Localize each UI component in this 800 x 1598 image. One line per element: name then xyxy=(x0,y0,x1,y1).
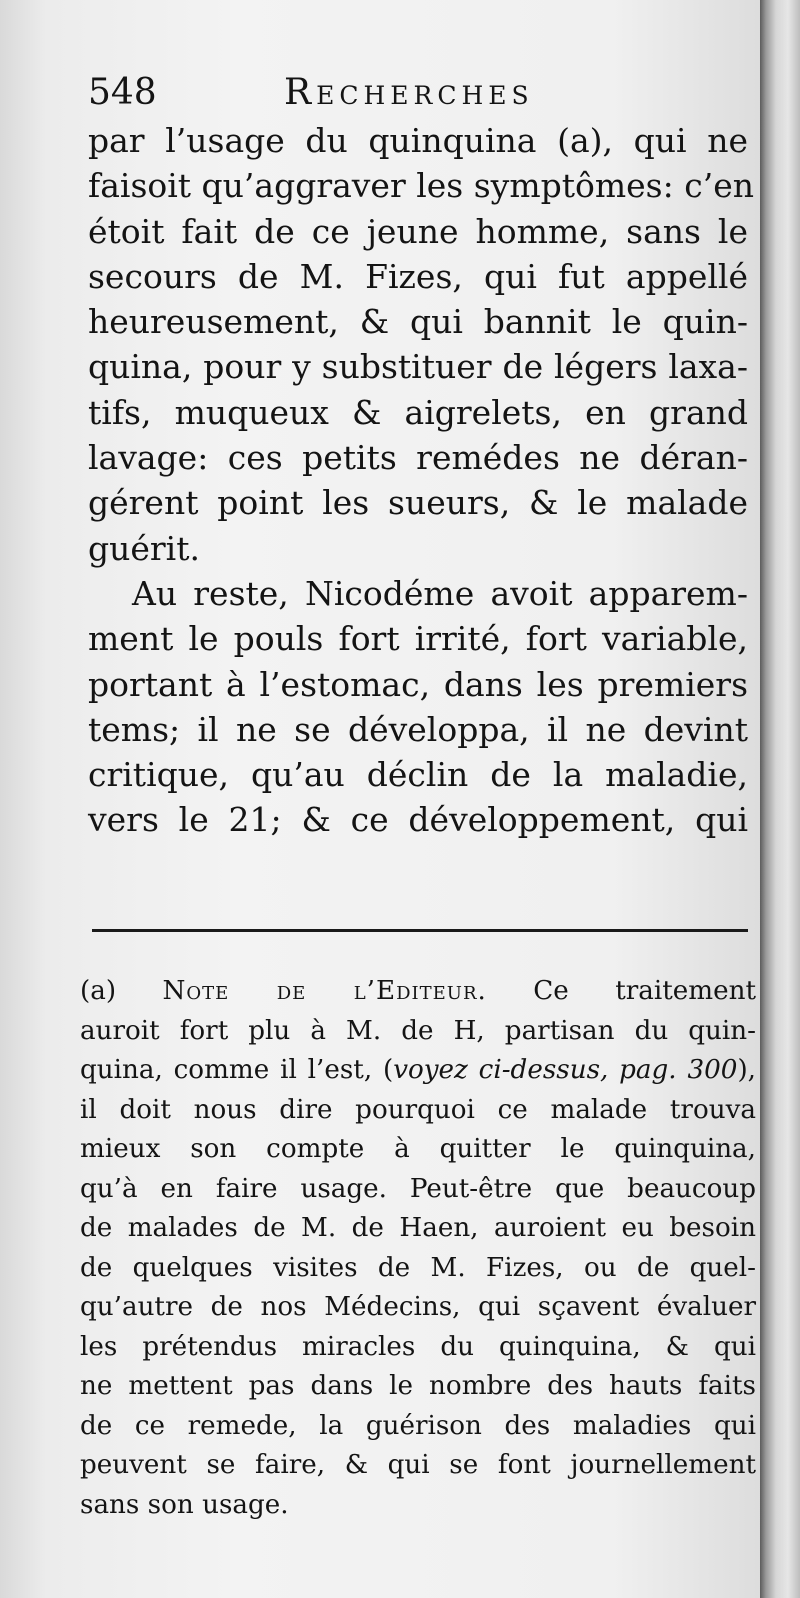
note-line xyxy=(80,972,756,1012)
main-text xyxy=(88,118,754,843)
text-line: heureusement, & qui bannit le quin- xyxy=(88,302,748,342)
note-line xyxy=(80,1051,756,1091)
note-line: de ce remede, la guérison des maladies qui xyxy=(80,1410,756,1441)
text-line: tifs, muqueux & aigrelets, en grand xyxy=(88,392,748,432)
note-text: Ce traitement xyxy=(533,976,756,1006)
note-line: qu’autre de nos Médecins, qui sçavent évaluer xyxy=(80,1292,756,1322)
text-line: portant à l’estomac, dans les premiers xyxy=(88,664,748,704)
text-line: vers le 21; & ce développement, qui xyxy=(88,800,748,840)
page-header xyxy=(88,68,748,118)
note-line: les prétendus miracles du quinquina, & qui xyxy=(80,1331,756,1362)
text-line: quina, pour y substituer de légers laxa- xyxy=(88,347,748,387)
note-line: auroit fort plu à M. de H, partisan du quin- xyxy=(80,1015,756,1046)
note-line: peuvent se faire, & qui se font journellement xyxy=(80,1450,756,1480)
text-line: secours de M. Fizes, qui fut appellé xyxy=(88,256,748,296)
text-line: ment le pouls fort irrité, fort variable, xyxy=(88,619,748,659)
note-line: de quelques visites de M. Fizes, ou de quel- xyxy=(80,1252,756,1283)
footnote xyxy=(80,972,756,1525)
text-line: par l’usage du quinquina (a), qui ne xyxy=(88,121,748,160)
page-edge xyxy=(760,0,800,1598)
page-number: 548 xyxy=(88,72,157,113)
text-line: Au reste, Nicodéme avoit apparem- xyxy=(132,573,748,613)
note-line: de malades de M. de Haen, auroient eu besoin xyxy=(80,1213,756,1243)
text-line: critique, qu’au déclin de la maladie, xyxy=(88,755,748,795)
note-line: mieux son compte à quitter le quinquina, xyxy=(80,1134,756,1164)
note-line: il doit nous dire pourquoi ce malade trouva xyxy=(80,1094,756,1125)
text-line: étoit fait de ce jeune homme, sans le xyxy=(88,211,748,251)
note-heading: Note de l’Editeur. xyxy=(162,976,487,1006)
footnote-rule xyxy=(92,929,748,932)
text-line: lavage: ces petits remédes ne déran- xyxy=(88,438,748,478)
note-line: ne mettent pas dans le nombre des hauts faits xyxy=(80,1371,756,1401)
note-marker: (a) xyxy=(80,976,117,1006)
note-text: ), xyxy=(737,1055,756,1085)
note-reference: voyez ci-dessus, pag. 300 xyxy=(393,1055,738,1085)
note-line: qu’à en faire usage. Peut-être que beaucoup xyxy=(80,1173,756,1204)
note-line: sans son usage. xyxy=(80,1489,289,1520)
note-text: quina, comme il l’est, ( xyxy=(80,1055,394,1085)
text-line: gérent point les sueurs, & le malade xyxy=(88,483,748,523)
text-line: tems; il ne se développa, il ne devint xyxy=(88,709,748,749)
text-line: guérit. xyxy=(88,528,200,568)
text-line: faisoit qu’aggraver les symptômes: c’en xyxy=(88,166,754,206)
running-title: Recherches xyxy=(284,72,534,113)
